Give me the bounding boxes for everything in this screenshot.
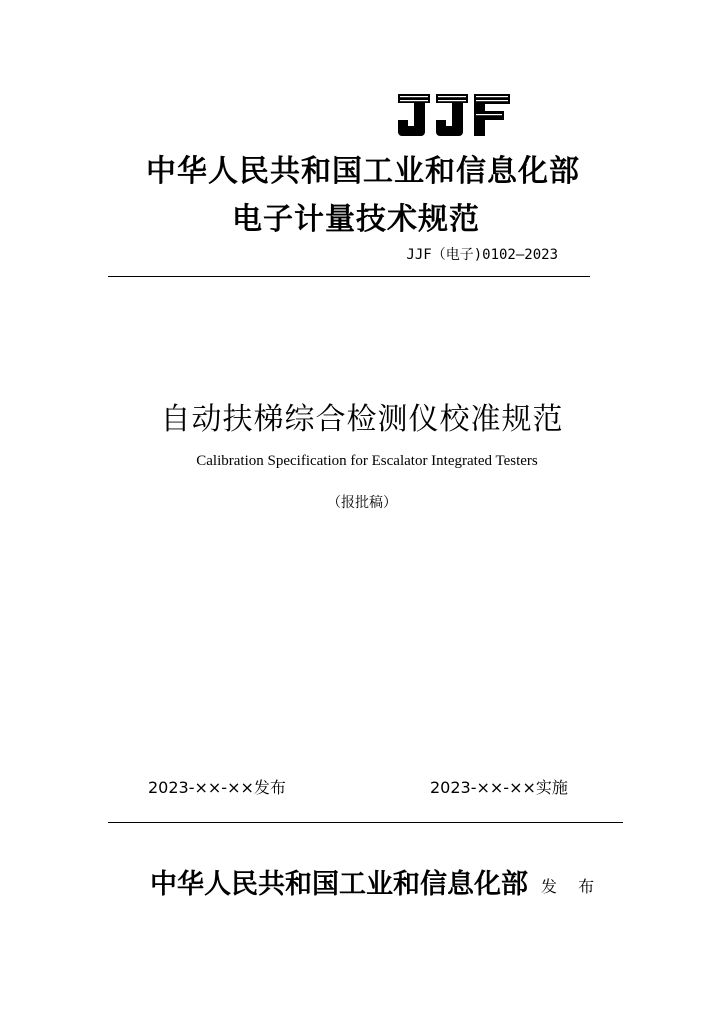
issue-date: 2023-××-××发布 bbox=[148, 778, 286, 797]
footer-divider bbox=[108, 822, 623, 823]
publish-label: 发 布 bbox=[541, 877, 603, 896]
implementation-date: 2023-××-××实施 bbox=[430, 778, 568, 797]
document-title-chinese: 自动扶梯综合检测仪校准规范 bbox=[160, 402, 564, 437]
draft-status: （报批稿） bbox=[327, 495, 397, 511]
jjf-logo bbox=[396, 92, 512, 138]
ministry-name: 中华人民共和国工业和信息化部 bbox=[146, 154, 580, 189]
series-title: 电子计量技术规范 bbox=[232, 202, 480, 237]
document-title-english: Calibration Specification for Escalator Integrated Testers bbox=[196, 453, 538, 469]
document-code: JJF（电子)0102—2023 bbox=[406, 247, 558, 263]
header-divider bbox=[108, 276, 590, 277]
publisher-name: 中华人民共和国工业和信息化部 bbox=[150, 869, 528, 900]
